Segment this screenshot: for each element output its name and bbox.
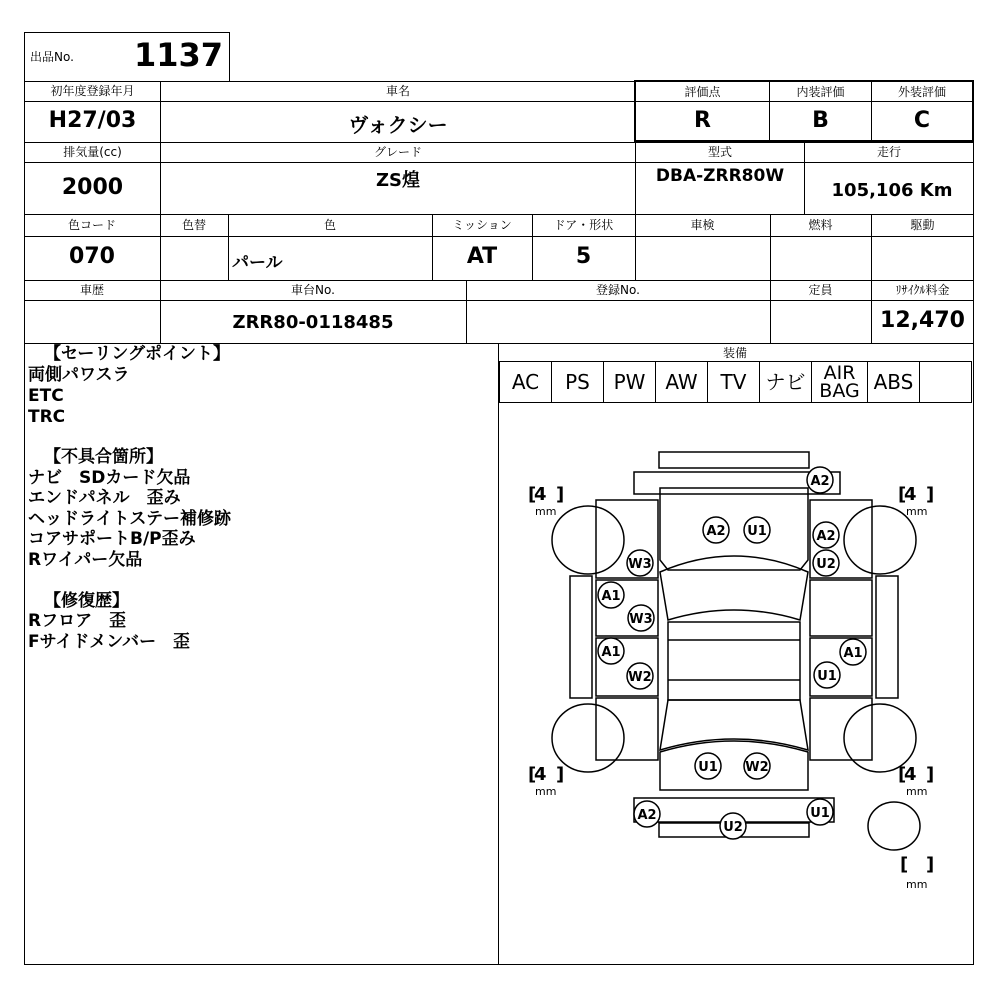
damage-mark [720,813,746,839]
tread-spare-bracket: [ [900,854,909,875]
svg-text:U1: U1 [817,669,837,684]
equip-airbag-line1: AIR [823,362,856,384]
interior-label: 内装評価 [796,85,845,99]
unit-spare: mm [906,878,928,891]
wheel-rear-right [844,704,916,772]
wheel-front-left [552,506,624,574]
mileage-label: 走行 [876,145,901,159]
damage-mark [598,638,624,664]
repair-title: 【修復歴】 [44,591,129,611]
svg-text:]: ] [556,764,565,785]
damage-mark [813,550,839,576]
wheel-rear-left [552,704,624,772]
sales-title: 【セーリングポイント】 [44,344,230,364]
colorcode-value: 070 [69,244,115,269]
colorcode-label: 色コード [67,218,116,232]
sales-item: ETC [28,386,64,406]
sales-item: 両側パワスラ [28,365,130,385]
tread-rl: 4 [534,764,547,785]
rear-glass [660,700,808,750]
model-label: 型式 [707,145,732,159]
svg-text:]: ] [926,484,935,505]
history-label: 車歴 [79,283,104,297]
windshield [660,556,808,620]
wheel-spare [868,802,920,850]
grade-value: ZS煌 [375,170,420,191]
unit-fl: mm [535,505,557,518]
name-label: 車名 [385,84,410,98]
exterior-value: C [913,108,931,133]
door-value: 5 [575,244,592,269]
reg-label: 初年度登録年月 [50,84,135,98]
left-step [570,576,592,698]
mission-value: AT [466,244,498,269]
right-step [876,576,898,698]
grade-label: グレード [373,145,422,159]
equip-aw: AW [656,362,708,402]
svg-text:]: ] [926,764,935,785]
vehicle-diagram [499,403,973,964]
svg-text:U1: U1 [698,760,718,775]
score-label: 評価点 [684,85,721,99]
svg-text:A2: A2 [706,524,726,539]
tread-fl-bracket: [ [528,484,537,505]
damage-mark [807,799,833,825]
svg-text:U1: U1 [810,806,830,821]
defect-item: Rワイパー欠品 [28,550,143,570]
svg-text:A2: A2 [637,808,657,823]
damage-mark [703,517,729,543]
svg-text:W3: W3 [628,557,652,572]
recycle-value: 12,470 [880,308,965,333]
displacement-label: 排気量(cc) [63,145,122,159]
unit-rr: mm [906,785,928,798]
defect-item: ヘッドライトステー補修跡 [28,509,231,529]
equip-ps: PS [552,362,604,402]
damage-mark [634,801,660,827]
damage-mark [840,639,866,665]
defect-item: エンドパネル 歪み [28,488,181,508]
unit-rl: mm [535,785,557,798]
reg-value: H27/03 [48,108,137,133]
hood [660,494,808,570]
svg-text:W3: W3 [629,612,653,627]
equipment-label: 装備 [722,346,747,360]
equip-tv: TV [708,362,760,402]
color-value: パール [232,253,283,273]
defects-title: 【不具合箇所】 [44,447,163,467]
defect-item: ナビ SDカード欠品 [28,468,191,488]
repair-item: Rフロア 歪 [28,611,127,631]
tread-fr-bracket: [ [898,484,907,505]
repair-item: Fサイドメンバー 歪 [28,632,191,652]
svg-text:A1: A1 [601,589,621,604]
interior-value: B [812,108,829,133]
svg-text:W2: W2 [628,670,652,685]
unit-fr: mm [906,505,928,518]
svg-text:U1: U1 [747,524,767,539]
damage-mark [814,662,840,688]
drive-label: 駆動 [910,218,935,232]
svg-text:U2: U2 [723,820,743,835]
svg-text:A2: A2 [810,474,830,489]
front-bumper [659,452,809,468]
svg-text:W2: W2 [745,760,769,775]
tailgate [660,741,808,790]
chassis-value: ZRR80-0118485 [232,312,394,333]
damage-mark [695,753,721,779]
repaint-label: 色替 [181,218,206,232]
fuel-label: 燃料 [808,218,833,232]
svg-text:]: ] [926,854,935,875]
damage-mark [598,582,624,608]
tread-rr: 4 [904,764,917,785]
svg-text:U2: U2 [816,557,836,572]
damage-mark [627,550,653,576]
damage-mark [627,663,653,689]
defect-item: コアサポートB/P歪み [28,529,196,549]
score-value: R [694,108,711,133]
chassis-label: 車台No. [291,283,335,297]
equip-navi: ナビ [760,362,812,402]
tread-rl-bracket: [ [528,764,537,785]
damage-mark [813,522,839,548]
capacity-label: 定員 [808,283,833,297]
exterior-label: 外装評価 [897,85,946,99]
model-value: DBA-ZRR80W [655,166,785,186]
svg-text:]: ] [556,484,565,505]
svg-text:A1: A1 [843,646,863,661]
door-label: ドア・形状 [553,218,614,232]
equip-abs: ABS [868,362,920,402]
recycle-label: ﾘｻｲｸﾙ料金 [895,283,950,297]
right-front-door [810,580,872,636]
svg-text:A2: A2 [816,529,836,544]
tread-fr: 4 [904,484,917,505]
damage-mark [628,605,654,631]
damage-mark [807,467,833,493]
color-label: 色 [323,218,336,232]
sales-item: TRC [28,407,66,427]
equip-pw: PW [604,362,656,402]
equip-ac: AC [500,362,552,402]
svg-text:A1: A1 [601,645,621,660]
regno-label: 登録No. [596,283,640,297]
roof [668,622,800,700]
mission-label: ミッション [452,218,512,232]
mileage-value: 105,106 Km [831,180,953,201]
damage-markers [598,467,866,839]
equip-airbag [812,362,868,402]
lot-number: 1137 [134,36,224,74]
displacement-value: 2000 [61,175,124,200]
damage-mark [744,517,770,543]
equip-airbag-line2: BAG [819,380,860,402]
inspection-label: 車検 [690,218,715,232]
tread-rr-bracket: [ [898,764,907,785]
tread-fl: 4 [534,484,547,505]
name-value: ヴォクシー [348,113,448,137]
lot-label: 出品No. [30,50,74,64]
damage-mark [744,753,770,779]
